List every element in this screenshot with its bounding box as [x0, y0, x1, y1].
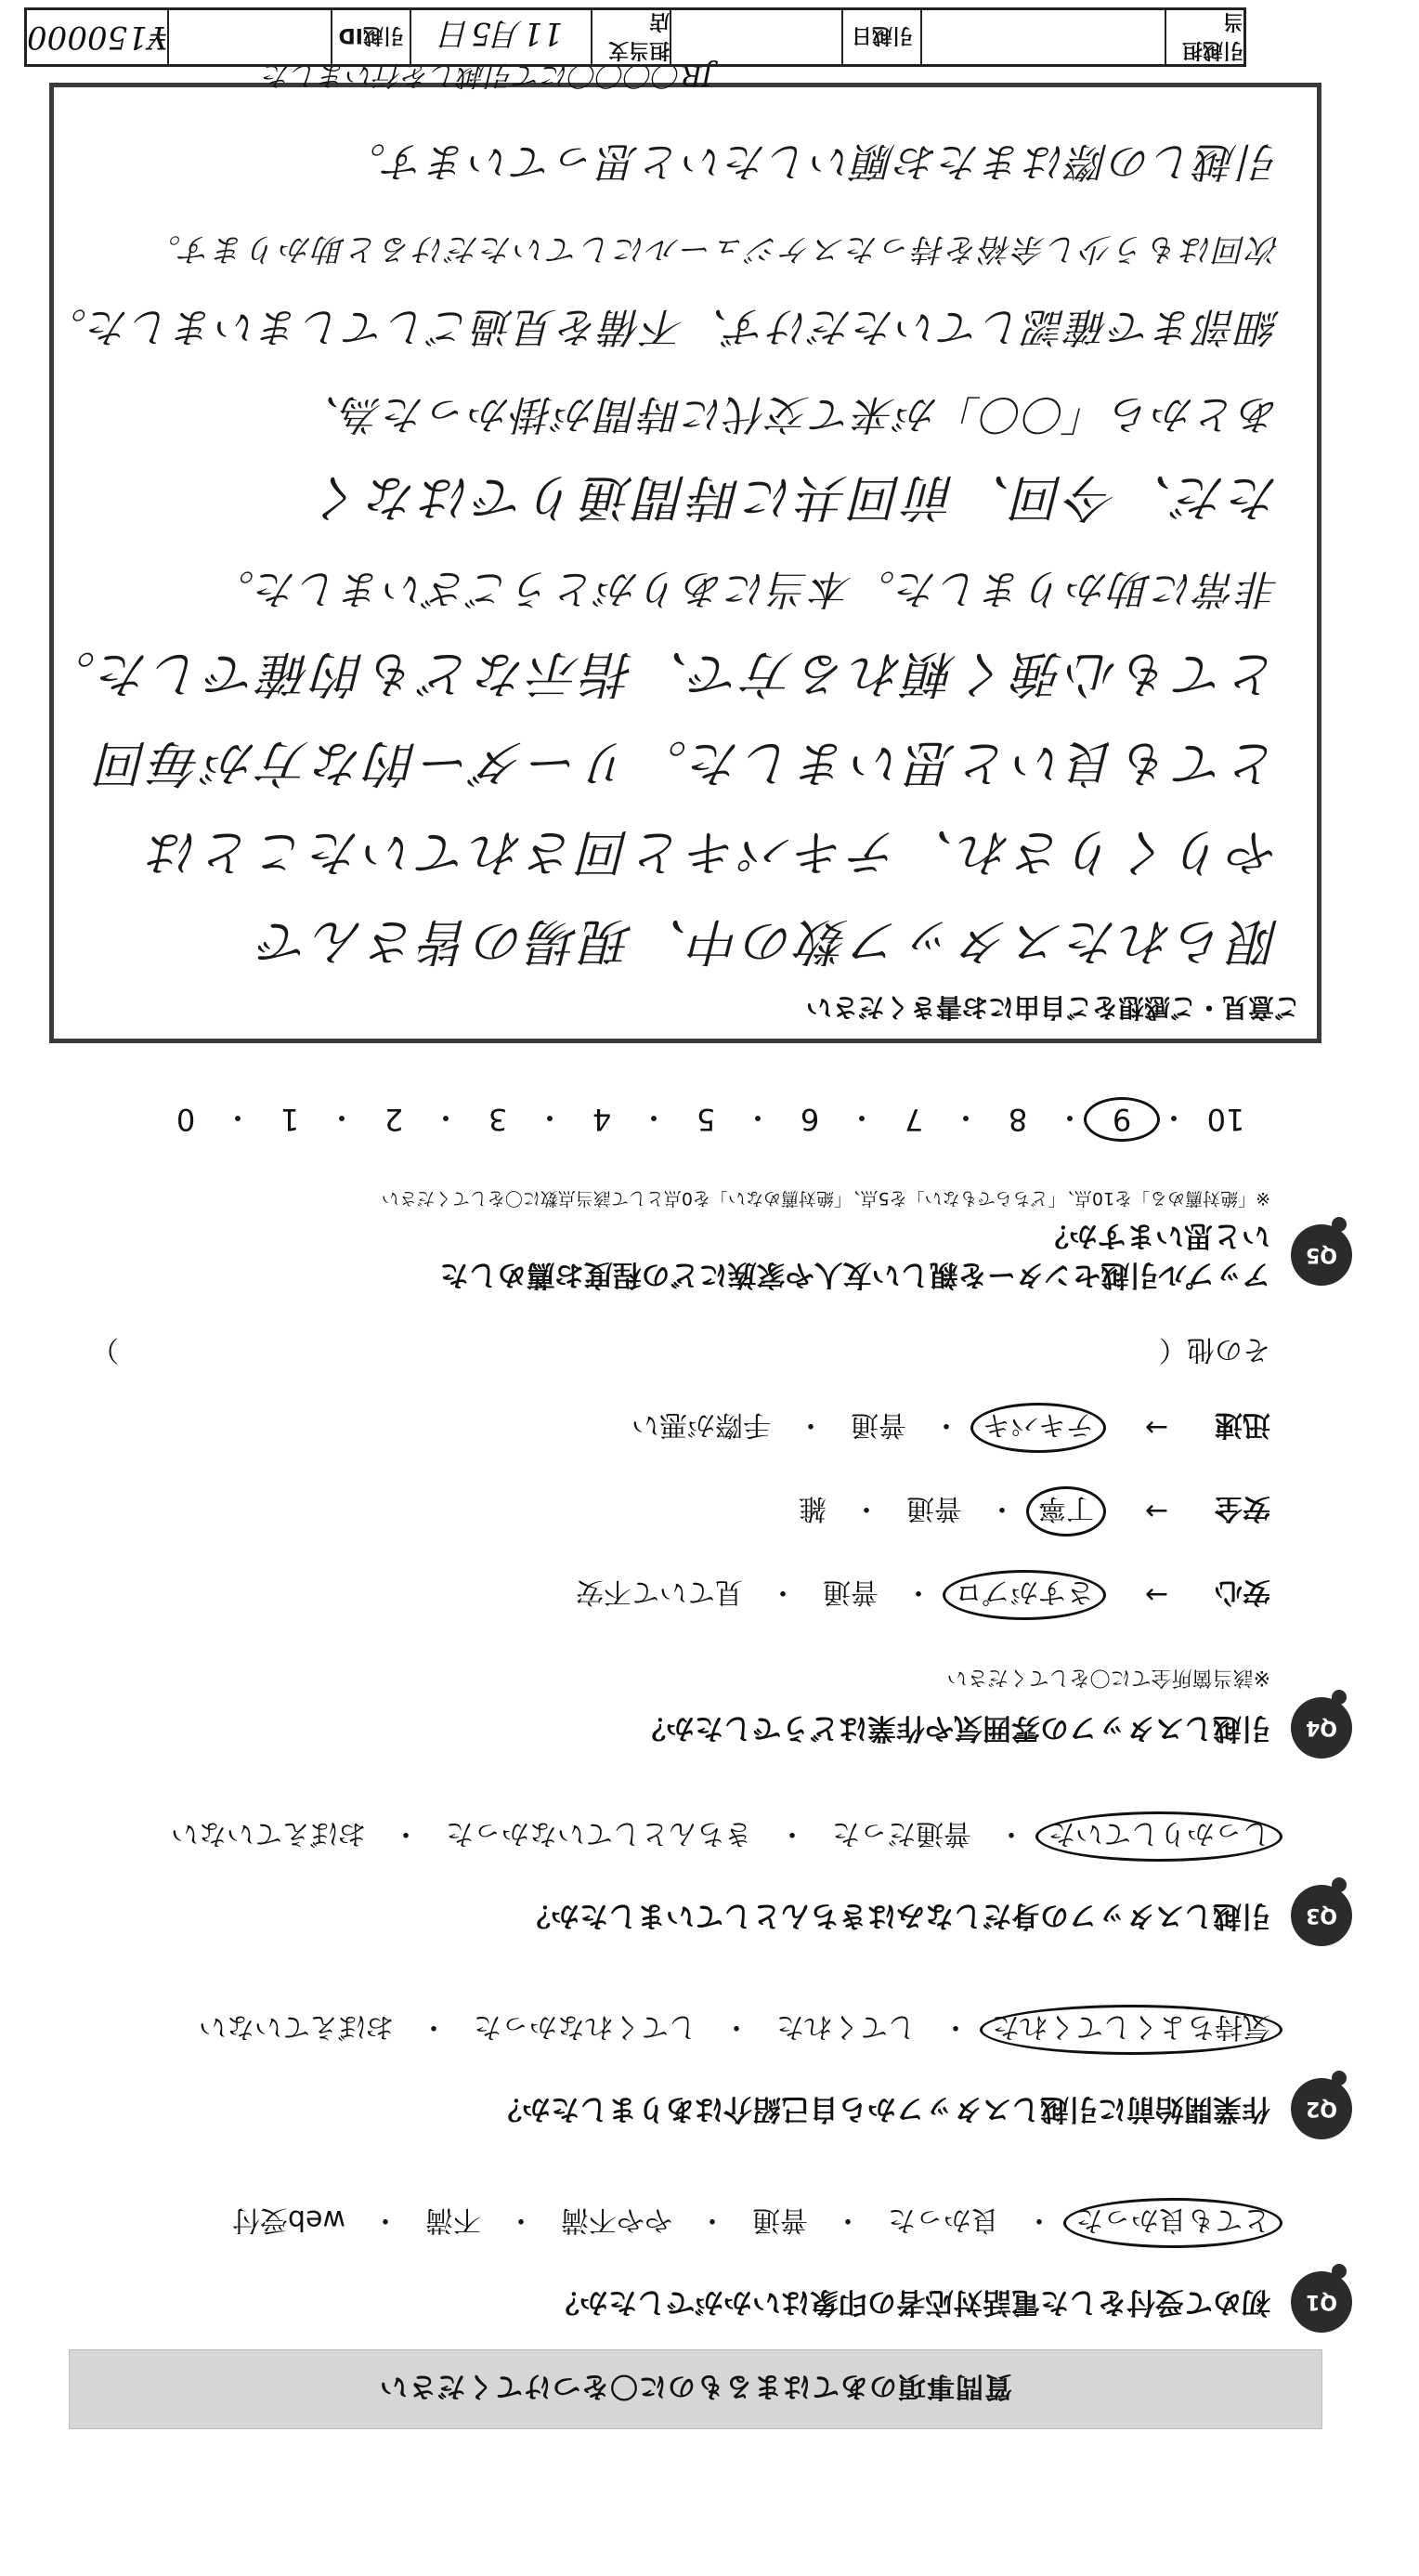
scale-value[interactable]: 4 — [592, 1102, 612, 1137]
q5-text: アップル引越センターを親しい友人や家族にどの程度お薦めしたいと思いますか？ — [439, 1219, 1270, 1291]
q5-scale: 10 ・ 9 ・ 8 ・ 7 ・ 6 ・ 5 ・ 4 ・ 3 ・ 2 ・ 1 ・ 0 — [160, 1098, 1252, 1141]
comment-line: 次回はもう少し余裕を持ったスケジュールにしていただけると助かります。 — [147, 230, 1280, 268]
scale-value[interactable]: 5 — [696, 1102, 716, 1137]
info-id-value[interactable] — [167, 10, 331, 64]
q3-option[interactable]: 普通だった — [832, 1817, 971, 1850]
comment-line: あとから「〇〇」が来て交代に時間が掛かった為、 — [297, 390, 1280, 438]
info-branch-value[interactable]: 11月5日 — [410, 10, 591, 64]
q1-text: 初めて受付をした電話対応者の印象はいかがでしたか？ — [551, 2285, 1270, 2319]
scale-value[interactable]: 10 — [1206, 1102, 1245, 1137]
q5-badge: Q5 — [1291, 1224, 1352, 1286]
q4-option[interactable]: 手際が悪い — [631, 1408, 771, 1441]
q1-option-selected[interactable]: とても良かった — [1063, 2198, 1282, 2248]
q1-option[interactable]: 普通 — [752, 2203, 808, 2236]
comment-box[interactable] — [42, 83, 1321, 1043]
q1-badge: Q1 — [1291, 2271, 1352, 2333]
question-1 — [33, 2203, 1352, 2333]
q4-other-paren-close: ） — [91, 1333, 119, 1366]
comment-line: 細部まで確認していただけず、不備を見過ごしてしまいました。 — [44, 303, 1280, 350]
q3-option[interactable]: きちんとしていなかった — [446, 1817, 752, 1850]
q2-text: 作業開始前に引越しスタッフから自己紹介はありましたか？ — [493, 2092, 1270, 2125]
q4-badge: Q4 — [1291, 1697, 1352, 1759]
q4-option[interactable]: 見ていて不安 — [576, 1576, 743, 1608]
q2-option[interactable]: してくれた — [776, 2010, 916, 2043]
q4-other-label: その他 — [1187, 1333, 1270, 1366]
q4-option-selected[interactable]: テキパキ — [970, 1403, 1106, 1453]
q3-badge: Q3 — [1291, 1885, 1352, 1946]
question-5 — [33, 1187, 1352, 1294]
info-branch-label: 担当支店 — [591, 10, 670, 64]
q4-other — [33, 1332, 1270, 1373]
q4-option-selected[interactable]: 丁寧 — [1026, 1486, 1106, 1536]
q4-option[interactable]: 普通 — [906, 1492, 962, 1524]
q3-option[interactable]: おぼえていない — [171, 1817, 366, 1850]
q4-option[interactable]: 雑 — [799, 1492, 827, 1524]
q2-option-selected[interactable]: 気持ちよくしてくれた — [980, 2005, 1282, 2055]
q3-options: しっかりしていた ・ 普通だった ・ きちんとしていなかった ・ おぼえていない — [33, 1816, 1270, 1857]
q4-category: 安全 — [1215, 1492, 1270, 1524]
q3-text: 引越しスタッフの身だしなみはきちんとしていましたか？ — [522, 1899, 1270, 1932]
margin-note: JR〇〇〇〇にて引越しを行いました — [263, 59, 713, 91]
q4-option-selected[interactable]: さすがプロ — [943, 1570, 1106, 1620]
comment-line: 非常に助かりました。本当にありがとうございました。 — [212, 565, 1280, 612]
q2-option[interactable]: してくれなかった — [474, 2010, 696, 2043]
q3-option-selected[interactable]: しっかりしていた — [1035, 1811, 1282, 1862]
info-amount-value[interactable]: ¥150000 — [27, 19, 168, 56]
q5-note: ※「絶対薦める」を10点、「どちらでもない」を5点、「絶対薦めない」を0点として該当点数に〇をしてください — [381, 1188, 1270, 1209]
q4-option[interactable]: 普通 — [823, 1576, 879, 1608]
comment-line: 引越しの際はまたお願いしたいと思っています。 — [343, 137, 1280, 185]
q4-row-anshin: 安心 → さすがプロ ・ 普通 ・ 見ていて不安 — [33, 1553, 1270, 1637]
comment-line: ただ、今回、前回共に時間通りではなく — [310, 468, 1280, 527]
scale-value-selected[interactable]: 9 — [1084, 1097, 1160, 1142]
q4-category: 安心 — [1215, 1576, 1270, 1608]
scale-value[interactable]: 3 — [488, 1102, 508, 1137]
q4-other-paren-open: （ — [1159, 1333, 1187, 1366]
q4-option[interactable]: 普通 — [851, 1408, 906, 1441]
comment-line: とても良いと思いました。リーダー的な方が毎回 — [95, 734, 1280, 792]
q2-options: 気持ちよくしてくれた ・ してくれた ・ してくれなかった ・ おぼえていない — [33, 2009, 1270, 2050]
instruction-banner: 質問事項のあてはまるものに〇をつけてください — [69, 2349, 1322, 2429]
info-id-label: 引越ID — [331, 10, 410, 64]
scale-value[interactable]: 1 — [280, 1102, 300, 1137]
comment-title: ご意見・ご感想をご自由にお書きください — [805, 992, 1300, 1023]
q1-options: とても良かった ・ 良かった ・ 普通 ・ やや不満 ・ 不満 ・ web受付 — [33, 2203, 1270, 2243]
q1-option[interactable]: やや不満 — [561, 2203, 672, 2236]
scale-value[interactable]: 2 — [384, 1102, 404, 1137]
scale-value[interactable]: 8 — [1008, 1102, 1028, 1137]
q4-category: 迅速 — [1215, 1408, 1270, 1441]
question-4 — [33, 1332, 1352, 1759]
info-date-label: 引越日 — [841, 10, 920, 64]
q4-note: ※該当箇所全てに〇をしてください — [946, 1666, 1270, 1689]
comment-line: とても心強く頼れる方で、指示なども的確でした。 — [42, 645, 1280, 703]
arrow-icon: → — [1144, 1578, 1168, 1612]
comment-line: 限られたスタッフ数の中、現場の皆さんで — [256, 912, 1280, 971]
q4-text: 引越しスタッフの雰囲気や作業はどうでしたか？ — [637, 1711, 1270, 1745]
scale-value[interactable]: 6 — [800, 1102, 820, 1137]
q4-row-anzen: 安全 → 丁寧 ・ 普通 ・ 雑 — [33, 1470, 1270, 1553]
question-3 — [33, 1816, 1352, 1946]
scale-value[interactable]: 0 — [176, 1102, 196, 1137]
arrow-icon: → — [1144, 1495, 1168, 1528]
scale-value[interactable]: 7 — [904, 1102, 924, 1137]
q2-badge: Q2 — [1291, 2078, 1352, 2139]
q4-rows — [33, 1386, 1270, 1637]
info-leader-label: 引越担当 — [1165, 10, 1243, 64]
q1-option[interactable]: 良かった — [888, 2203, 999, 2236]
q1-option[interactable]: 不満 — [425, 2203, 481, 2236]
info-table — [24, 7, 1246, 67]
question-2 — [33, 2009, 1352, 2139]
arrow-icon: → — [1144, 1411, 1168, 1445]
comment-line: やりくりされ、テキパキと回されていたことは — [145, 823, 1280, 882]
q1-option[interactable]: web受付 — [231, 2203, 345, 2236]
q2-option[interactable]: おぼえていない — [199, 2010, 394, 2043]
q4-row-jinsoku: 迅速 → テキパキ ・ 普通 ・ 手際が悪い — [33, 1386, 1270, 1470]
info-leader-value[interactable] — [920, 10, 1165, 64]
info-date-value[interactable] — [670, 10, 841, 64]
